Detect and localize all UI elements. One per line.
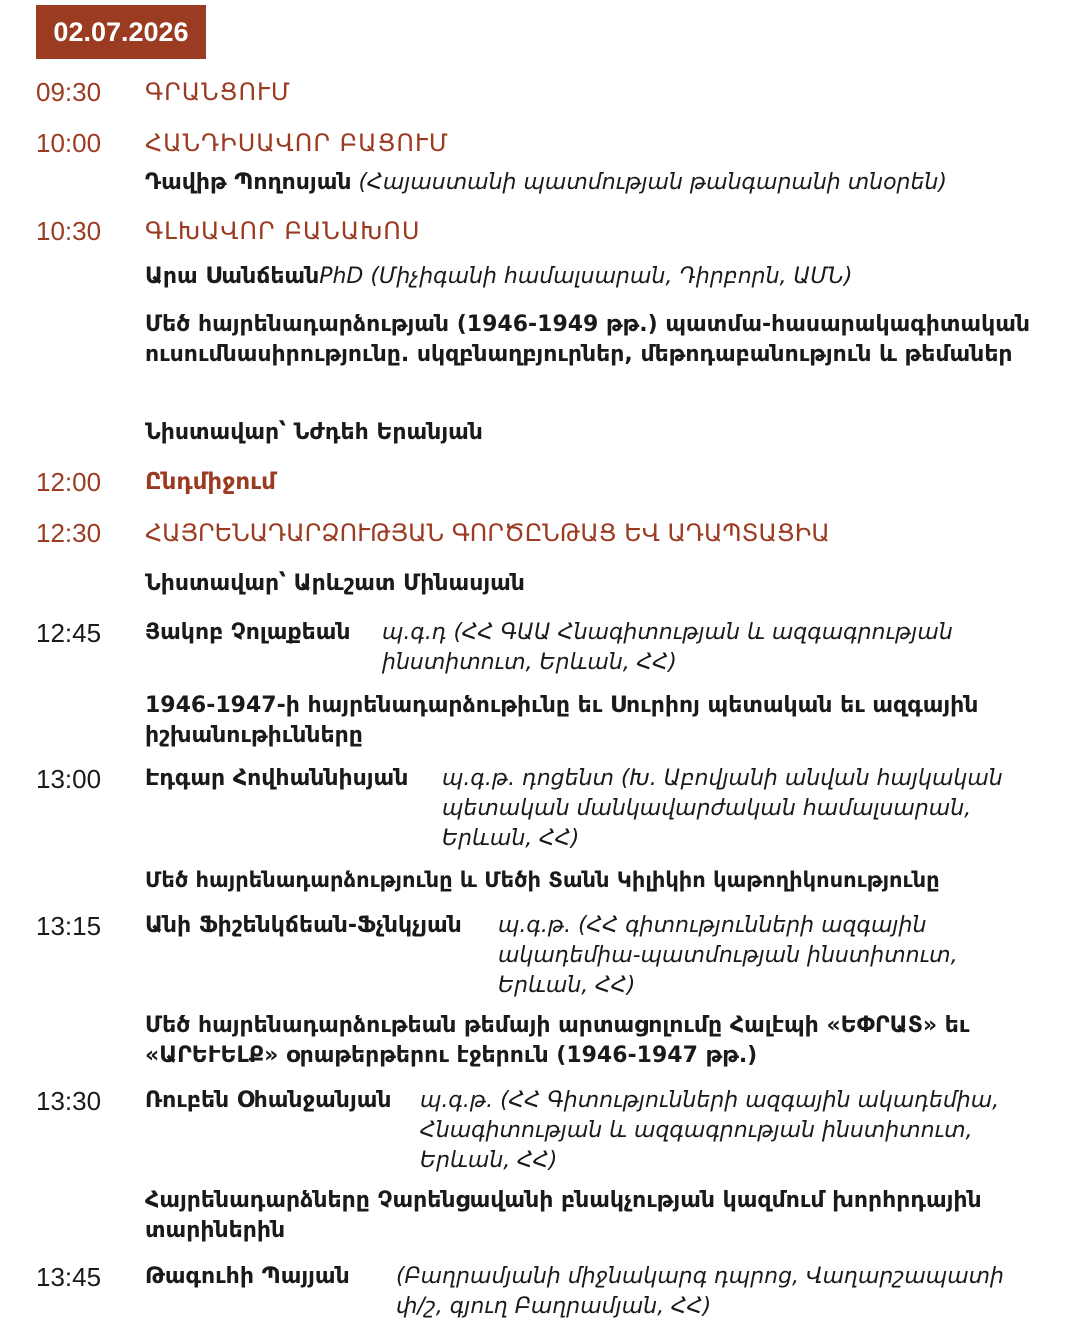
talk-topic: 1946-1947-ի հայրենադարձութիւնը եւ Սուրիոյ պետական եւ ազգային իշխանութիւնները bbox=[145, 693, 979, 748]
speaker-affiliation: պ.գ.դ (ՀՀ ԳԱԱ Հնագիտության և ազգագրության ինստիտուտ, Երևան, ՀՀ) bbox=[382, 620, 953, 675]
speaker-name: Անի Ֆիշենկճեան-Ֆչնկչյան bbox=[145, 913, 462, 938]
speaker-name: Թագուհի Պայյան bbox=[145, 1264, 350, 1289]
speaker-name: Էդգար Հովհաննիսյան bbox=[145, 766, 409, 791]
speaker-affiliation: պ.գ.թ. (ՀՀ գիտությունների ազգային ակադեմիա-պատմության ինստիտուտ, Երևան, ՀՀ) bbox=[498, 913, 958, 998]
speaker-line bbox=[145, 262, 1045, 292]
time-label: 12:45 bbox=[36, 618, 102, 648]
moderator: Նիստավար՝ Արևշատ Մինասյան bbox=[145, 571, 525, 596]
speaker-affiliation: (Հայաստանի պատմության թանգարանի տնօրեն) bbox=[358, 170, 947, 195]
speaker-affiliation: (Բաղրամյանի միջնակարգ դպրոց, Վաղարշապատի փ/շ, գյուղ Բաղրամյան, ՀՀ) bbox=[396, 1264, 1004, 1319]
time-label: 10:30 bbox=[36, 216, 102, 246]
speaker-name: Ռուբեն Օհանջանյան bbox=[145, 1088, 392, 1113]
section-title: ՀԱՅՐԵՆԱԴԱՐՁՈՒԹՅԱՆ ԳՈՐԾԸՆԹԱՑ ԵՎ ԱԴԱՊՏԱՑԻԱ bbox=[145, 519, 830, 547]
time-label: 09:30 bbox=[36, 77, 102, 107]
talk-topic: Մեծ հայրենադարձությունը և Մեծի Տանն Կիլիկիո կաթողիկոսությունը bbox=[145, 868, 940, 892]
time-label: 13:45 bbox=[36, 1262, 102, 1292]
talk-topic: Մեծ հայրենադարձության (1946-1949 թթ.) պատմա-հասարակագիտական ուսումնասիրությունը. սկզբնաղբյուրներ, մեթոդաբանություն և թեմաներ bbox=[145, 312, 1030, 367]
speaker-name: Յակոբ Չոլաքեան bbox=[145, 620, 351, 645]
section-title: ԳՐԱՆՑՈՒՄ bbox=[145, 78, 291, 106]
talk-topic: Մեծ հայրենադարձութեան թեմայի արտացոլումը Հալէպի «ԵՓՐԱՏ» եւ «ԱՐԵՒԵԼՔ» օրաթերթերու էջերուն (1946-1947 թթ.) bbox=[145, 1013, 970, 1068]
time-label: 10:00 bbox=[36, 128, 102, 158]
speaker-degree: PhD (Միչիգանի համալսարան, Դիրբորն, ԱՄՆ) bbox=[319, 264, 853, 289]
talk-topic: Հայրենադարձները Չարենցավանի բնակչության կազմում խորհրդային տարիներին bbox=[145, 1188, 982, 1243]
section-title: ՀԱՆԴԻՍԱՎՈՐ ԲԱՑՈՒՄ bbox=[145, 129, 449, 157]
speaker-line bbox=[145, 168, 1045, 198]
time-label: 13:15 bbox=[36, 911, 102, 941]
time-label: 12:30 bbox=[36, 518, 102, 548]
moderator: Նիստավար՝ Նժդեհ Երանյան bbox=[145, 420, 483, 445]
section-title: ԳԼԽԱՎՈՐ ԲԱՆԱԽՈՍ bbox=[145, 217, 421, 245]
time-label: 13:30 bbox=[36, 1086, 102, 1116]
date-badge: 02.07.2026 bbox=[36, 5, 206, 59]
time-label: 12:00 bbox=[36, 467, 102, 497]
time-label: 13:00 bbox=[36, 764, 102, 794]
speaker-name: Արա Սանճեան bbox=[145, 264, 320, 289]
section-title: Ընդմիջում bbox=[145, 469, 276, 495]
speaker-name: Դավիթ Պողոսյան bbox=[145, 170, 352, 195]
speaker-affiliation: պ.գ.թ. (ՀՀ Գիտությունների ազգային ակադեմիա, Հնագիտության և ազգագրության ինստիտուտ, Երևան, ՀՀ) bbox=[420, 1088, 1000, 1173]
speaker-affiliation: պ.գ.թ. դոցենտ (Խ. Աբովյանի անվան հայկական պետական մանկավարժական համալսարան, Երևան, ՀՀ) bbox=[442, 766, 1003, 851]
